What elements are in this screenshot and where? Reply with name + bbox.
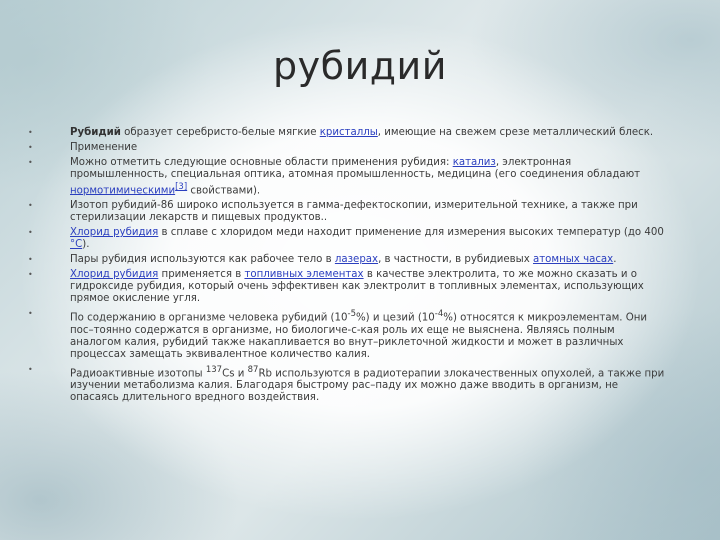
list-item — [28, 157, 668, 197]
list-item — [28, 364, 668, 404]
text-fragment: в качестве электролита, то же можно сказать и о гидроксиде рубидия, который очень эффективен как электролит в топливных элементах, использующих прямое окисление угля. — [70, 269, 644, 305]
text-fragment: , имеющие на свежем срезе металлический блеск. — [377, 127, 654, 138]
link-crystals[interactable]: кристаллы — [319, 127, 378, 138]
text-fragment: , электронная промышленность, специальная оптика, атомная промышленность, медицина (его соединения обладают — [70, 157, 641, 180]
text-fragment: %) относятся к микроэлементам. Они пос–тоянно содержатся в организме, но биологиче-с-кая роль их еще не выяснена. Являясь полным аналогом калия, рубидий также накапливается во внут–риклеточной жидкости и может в различных процессах замещать эквивалентное количество калия. — [70, 312, 648, 360]
text-fragment: %) и цезий (10 — [355, 312, 435, 324]
text-fragment: Пары рубидия используются как рабочее тело в — [70, 254, 335, 266]
text-fragment: . — [613, 254, 617, 266]
link-fuel-cells[interactable]: топливных элементах — [244, 269, 364, 281]
bullet-icon: • — [28, 309, 33, 319]
superscript: -5 — [347, 309, 356, 320]
link-rubidium-chloride[interactable]: Хлорид рубидия — [70, 269, 159, 281]
link-catalysis[interactable]: катализ — [452, 157, 496, 168]
superscript: 87 — [247, 364, 259, 375]
link-normothymic[interactable]: нормотимическими — [70, 185, 176, 197]
bullet-list — [28, 127, 668, 407]
bullet-icon: • — [28, 143, 33, 152]
superscript: 137 — [205, 364, 223, 375]
section-label: Применение — [70, 142, 138, 153]
link-rubidium-chloride[interactable]: Хлорид рубидия — [70, 227, 159, 239]
bullet-icon: • — [28, 201, 33, 211]
text-fragment: Rb используются в радиотерапии злокачественных опухолей, а также при изучении метаболизма калия. Благодаря быстрому рас–паду их можно даже вводить в организм, не опасаясь длительного вредного воздействия. — [70, 368, 665, 404]
text-fragment: , в частности, в рубидиевых — [378, 254, 533, 266]
text-fragment: Радиоактивные изотопы — [70, 368, 206, 380]
slide-title: рубидий — [273, 44, 447, 88]
bullet-icon: • — [28, 128, 33, 137]
text-fragment: Можно отметить следующие основные области применения рубидия: — [70, 157, 453, 168]
list-item — [28, 308, 668, 360]
bullet-icon: • — [28, 158, 33, 167]
text-fragment: применяется в — [158, 269, 245, 281]
list-item — [28, 269, 668, 305]
text-fragment: Cs и — [222, 368, 248, 380]
footnote-ref[interactable]: [3] — [175, 182, 188, 192]
text-fragment: ). — [82, 239, 90, 251]
text-fragment: свойствами). — [187, 185, 261, 197]
link-lasers[interactable]: лазерах — [334, 254, 379, 266]
list-item — [28, 200, 668, 224]
bullet-icon: • — [28, 270, 33, 280]
text-fragment: образует серебристо-белые мягкие — [120, 127, 320, 138]
text-fragment: в сплаве с хлоридом меди находит применение для измерения высоких температур (до 400 — [158, 227, 664, 239]
bullet-icon: • — [28, 228, 33, 238]
term-bold: Рубидий — [70, 127, 121, 138]
list-item — [28, 254, 668, 266]
link-celsius[interactable]: °C — [70, 239, 83, 251]
text-fragment: По содержанию в организме человека рубидий (10 — [70, 312, 348, 324]
bullet-icon: • — [28, 255, 33, 265]
list-item — [28, 227, 668, 251]
superscript: -4 — [434, 309, 444, 320]
list-item — [28, 127, 668, 139]
list-text: Изотоп рубидий-86 широко используется в гамма-дефектоскопии, измерительной технике, а также при стерилизации лекарств и пищевых продуктов.. — [70, 200, 638, 224]
link-atomic-clocks[interactable]: атомных часах — [533, 254, 614, 266]
list-item — [28, 142, 668, 154]
bullet-icon: • — [28, 364, 33, 374]
